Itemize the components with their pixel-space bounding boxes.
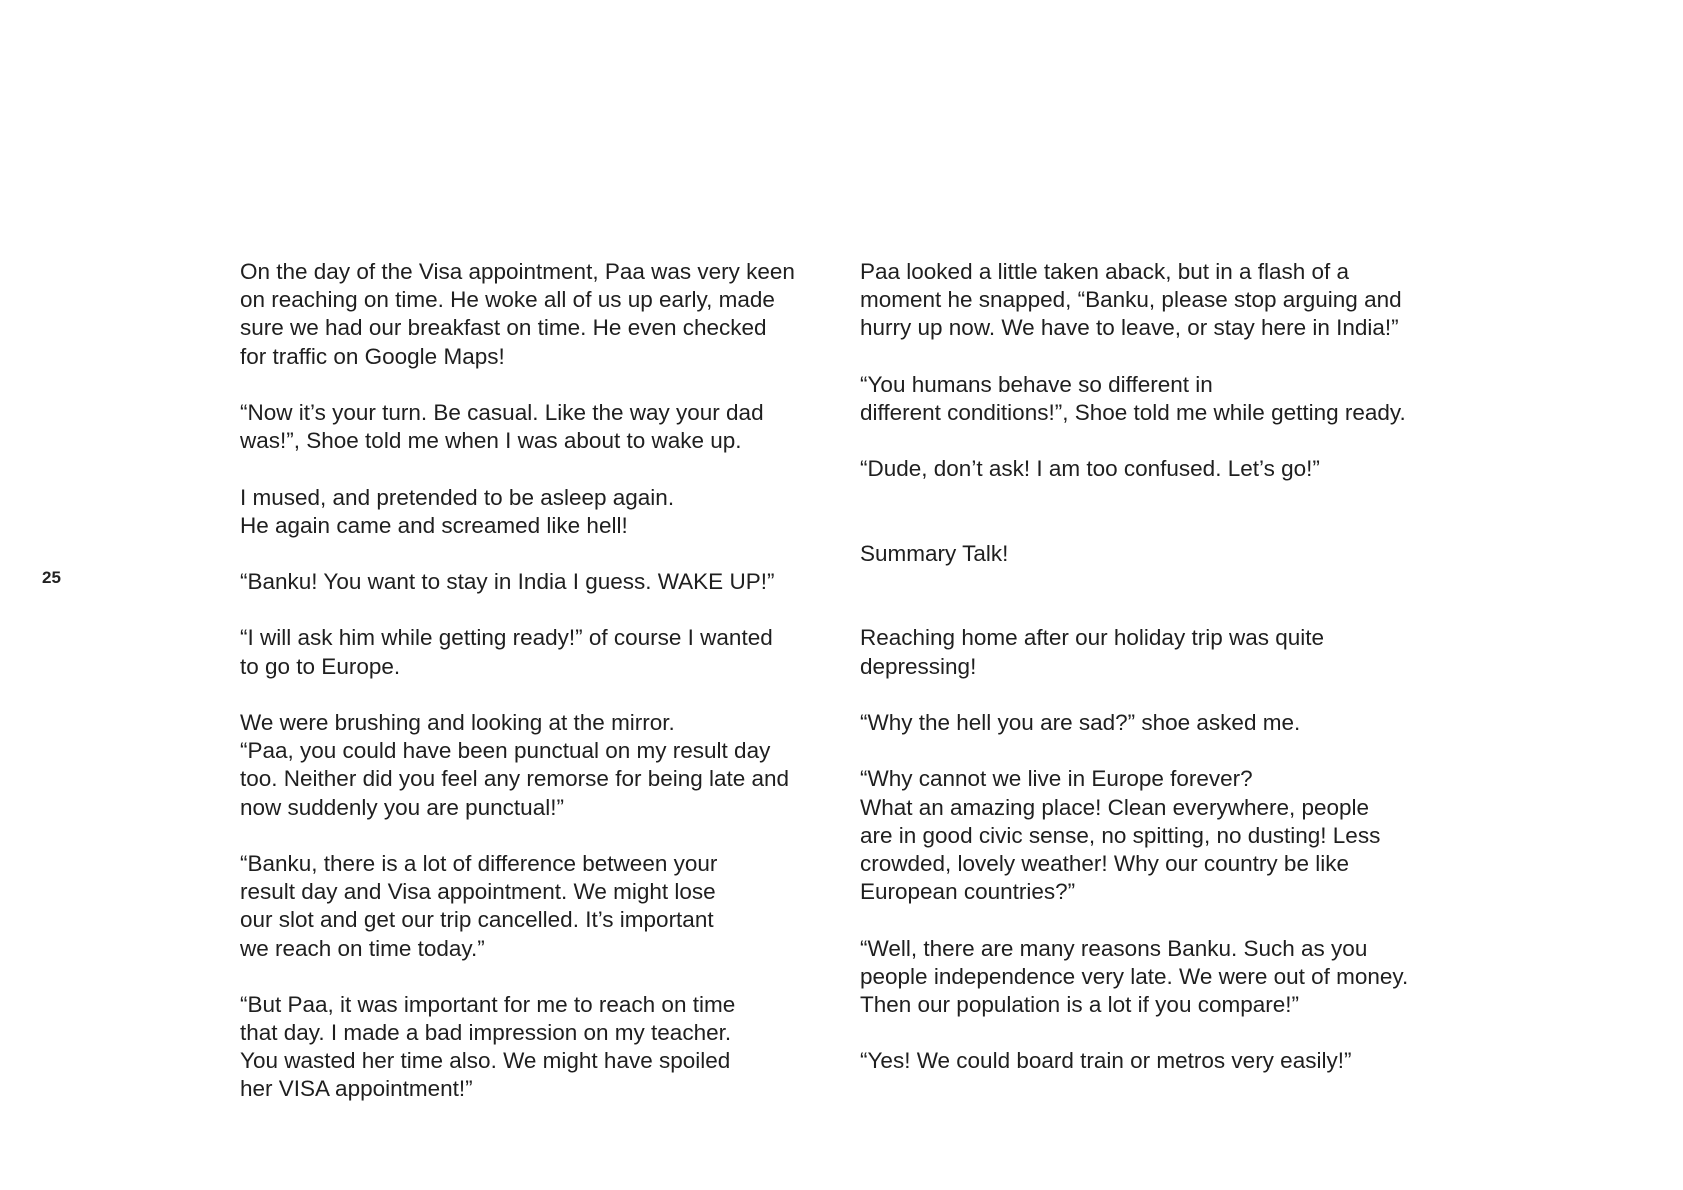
text-line: that day. I made a bad impression on my teacher. bbox=[240, 1020, 732, 1046]
text-line: we reach on time today.” bbox=[240, 935, 485, 961]
text-line: “Paa, you could have been punctual on my result day bbox=[240, 738, 771, 764]
text-line: “I will ask him while getting ready!” of course I wanted bbox=[240, 625, 773, 651]
left-text-column bbox=[240, 258, 840, 1104]
text-line: Paa looked a little taken aback, but in a flash of a bbox=[860, 259, 1350, 284]
paragraph-gap bbox=[860, 596, 1480, 624]
text-line: crowded, lovely weather! Why our country be like bbox=[860, 850, 1349, 876]
text-line: European countries?” bbox=[860, 879, 1076, 905]
paragraph-gap bbox=[860, 737, 1480, 765]
text-line: “You humans behave so different in bbox=[860, 371, 1213, 397]
text-line: “Now it’s your turn. Be casual. Like the way your dad bbox=[240, 399, 764, 425]
right-text-column bbox=[860, 258, 1480, 1075]
text-line: sure we had our breakfast on time. He even checked bbox=[240, 315, 767, 341]
text-line: now suddenly you are punctual!” bbox=[240, 794, 564, 820]
paragraph-gap bbox=[860, 681, 1480, 709]
text-line: too. Neither did you feel any remorse for being late and bbox=[240, 766, 790, 792]
text-line: different conditions!”, Shoe told me while getting ready. bbox=[860, 399, 1406, 425]
text-line: Summary Talk! bbox=[860, 540, 1009, 566]
text-line: people independence very late. We were out of money. bbox=[860, 963, 1409, 989]
text-line: her VISA appointment!” bbox=[240, 1076, 473, 1102]
text-line: Reaching home after our holiday trip was quite bbox=[860, 625, 1325, 651]
text-line: are in good civic sense, no spitting, no dusting! Less bbox=[860, 822, 1381, 848]
text-line: hurry up now. We have to leave, or stay here in India!” bbox=[860, 315, 1399, 341]
paragraph-gap bbox=[240, 540, 840, 568]
paragraph-gap bbox=[240, 371, 840, 399]
text-line: “But Paa, it was important for me to reach on time bbox=[240, 991, 736, 1017]
paragraph-gap bbox=[240, 822, 840, 850]
text-line: on reaching on time. He woke all of us up early, made bbox=[240, 287, 775, 313]
text-line: I mused, and pretended to be asleep again. bbox=[240, 484, 675, 510]
paragraph-gap bbox=[860, 906, 1480, 934]
text-line: We were brushing and looking at the mirror. bbox=[240, 710, 675, 735]
text-line: On the day of the Visa appointment, Paa was very keen bbox=[240, 259, 795, 284]
page-number: 25 bbox=[42, 568, 61, 587]
paragraph-gap bbox=[240, 963, 840, 991]
text-line: What an amazing place! Clean everywhere, people bbox=[860, 794, 1370, 820]
text-line: You wasted her time also. We might have spoiled bbox=[240, 1048, 731, 1074]
text-line: “Well, there are many reasons Banku. Such as you bbox=[860, 935, 1368, 961]
paragraph-gap bbox=[860, 484, 1480, 512]
text-line: depressing! bbox=[860, 653, 977, 679]
text-line: our slot and get our trip cancelled. It’s important bbox=[240, 907, 714, 933]
text-line: moment he snapped, “Banku, please stop arguing and bbox=[860, 287, 1402, 313]
text-line: “Dude, don’t ask! I am too confused. Let’s go!” bbox=[860, 456, 1320, 482]
paragraph-gap bbox=[860, 343, 1480, 371]
paragraph-gap bbox=[240, 681, 840, 709]
text-line: for traffic on Google Maps! bbox=[240, 343, 505, 369]
paragraph-gap bbox=[860, 1019, 1480, 1047]
text-line: was!”, Shoe told me when I was about to wake up. bbox=[240, 428, 742, 454]
paragraph-gap bbox=[860, 568, 1480, 596]
text-line: to go to Europe. bbox=[240, 653, 401, 679]
paragraph-gap bbox=[860, 427, 1480, 455]
text-line: “Banku, there is a lot of difference between your bbox=[240, 850, 718, 876]
text-line: result day and Visa appointment. We might lose bbox=[240, 879, 716, 905]
text-line: “Why the hell you are sad?” shoe asked me. bbox=[860, 710, 1301, 735]
text-line: “Why cannot we live in Europe forever? bbox=[860, 766, 1253, 792]
text-line: “Banku! You want to stay in India I guess. WAKE UP!” bbox=[240, 569, 775, 595]
text-line: “Yes! We could board train or metros very easily!” bbox=[860, 1048, 1352, 1074]
text-line: Then our population is a lot if you compare!” bbox=[860, 991, 1299, 1017]
paragraph-gap bbox=[240, 455, 840, 483]
text-line: He again came and screamed like hell! bbox=[240, 512, 628, 538]
paragraph-gap bbox=[240, 596, 840, 624]
paragraph-gap bbox=[860, 512, 1480, 540]
